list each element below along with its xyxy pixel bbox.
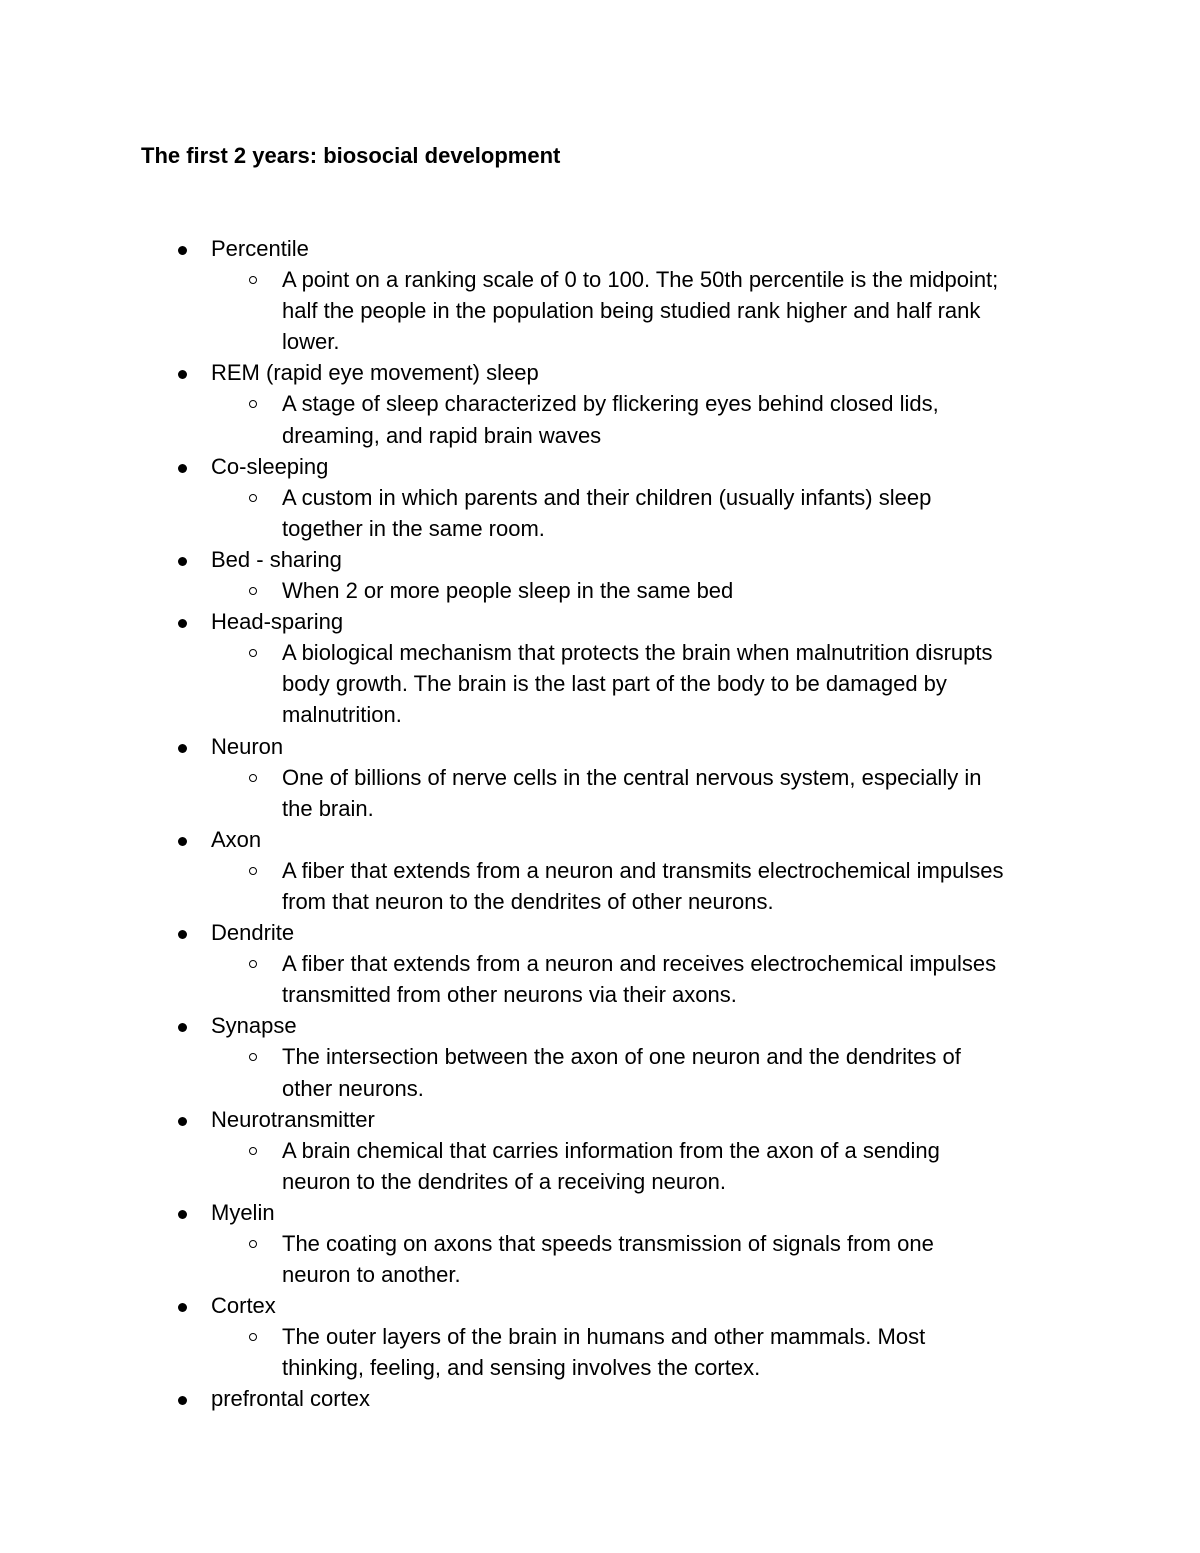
definition-line: neuron to another. (282, 1262, 461, 1288)
term-label: Myelin (211, 1199, 275, 1225)
filled-bullet-icon (178, 837, 187, 846)
glossary-item (0, 917, 1200, 1010)
hollow-bullet-icon (249, 774, 257, 782)
definition-line: A brain chemical that carries information from the axon of a sending (282, 1137, 940, 1163)
definition (0, 1135, 1200, 1197)
definition (0, 637, 1200, 730)
definition (0, 482, 1200, 544)
term-row (0, 357, 1200, 388)
term-row (0, 451, 1200, 482)
term-row (0, 824, 1200, 855)
definition-line: The intersection between the axon of one neuron and the dendrites of (282, 1044, 961, 1070)
definition (0, 855, 1200, 917)
hollow-bullet-icon (249, 867, 257, 875)
term-row (0, 1383, 1200, 1414)
filled-bullet-icon (178, 1396, 187, 1405)
definition (0, 388, 1200, 450)
definition-line: A biological mechanism that protects the brain when malnutrition disrupts (282, 640, 993, 666)
glossary-item (0, 731, 1200, 824)
definition-line: body growth. The brain is the last part of the body to be damaged by (282, 671, 947, 697)
definition-line: transmitted from other neurons via their axons. (282, 982, 737, 1008)
filled-bullet-icon (178, 930, 187, 939)
hollow-bullet-icon (249, 1147, 257, 1155)
definition (0, 1321, 1200, 1383)
hollow-bullet-icon (249, 400, 257, 408)
hollow-bullet-icon (249, 1333, 257, 1341)
definition-line: The outer layers of the brain in humans and other mammals. Most (282, 1324, 926, 1350)
term-row (0, 1290, 1200, 1321)
definition-line: from that neuron to the dendrites of other neurons. (282, 888, 774, 914)
definition-line: half the people in the population being studied rank higher and half rank (282, 298, 981, 324)
definition-line: together in the same room. (282, 515, 545, 541)
term-row (0, 917, 1200, 948)
term-row (0, 606, 1200, 637)
term-label: Dendrite (211, 920, 295, 946)
definition-line: When 2 or more people sleep in the same bed (282, 578, 734, 604)
definition-line: A custom in which parents and their children (usually infants) sleep (282, 484, 932, 510)
definition-line: lower. (282, 329, 340, 355)
definition-line: A fiber that extends from a neuron and receives electrochemical impulses (282, 951, 997, 977)
definition-line: the brain. (282, 795, 374, 821)
term-label: REM (rapid eye movement) sleep (211, 360, 539, 386)
definition-line: dreaming, and rapid brain waves (282, 422, 602, 448)
term-label: Percentile (211, 236, 309, 261)
term-row (0, 731, 1200, 762)
glossary-item (0, 1197, 1200, 1290)
term-label: Bed - sharing (211, 546, 342, 572)
glossary-item (0, 824, 1200, 917)
filled-bullet-icon (178, 1303, 187, 1312)
term-row (0, 544, 1200, 575)
filled-bullet-icon (178, 1023, 187, 1032)
hollow-bullet-icon (249, 649, 257, 657)
document-title: The first 2 years: biosocial development (141, 143, 561, 168)
term-label: Head-sparing (211, 609, 344, 635)
glossary-item (0, 544, 1200, 606)
term-row (0, 1197, 1200, 1228)
glossary-item (0, 1104, 1200, 1197)
filled-bullet-icon (178, 246, 187, 255)
term-label: Neurotransmitter (211, 1106, 375, 1132)
hollow-bullet-icon (249, 494, 257, 502)
filled-bullet-icon (178, 619, 187, 628)
definition-line: thinking, feeling, and sensing involves the cortex. (282, 1355, 761, 1381)
filled-bullet-icon (178, 1210, 187, 1219)
hollow-bullet-icon (249, 1053, 257, 1061)
hollow-bullet-icon (249, 1240, 257, 1248)
glossary-item (0, 1383, 1200, 1414)
hollow-bullet-icon (249, 587, 257, 595)
filled-bullet-icon (178, 370, 187, 379)
definition-line: A stage of sleep characterized by flickering eyes behind closed lids, (282, 391, 939, 417)
glossary-item (0, 357, 1200, 450)
definition-line: One of billions of nerve cells in the central nervous system, especially in (282, 764, 982, 790)
filled-bullet-icon (178, 557, 187, 566)
term-label: Neuron (211, 733, 284, 759)
glossary-item (0, 451, 1200, 544)
definition-line: A point on a ranking scale of 0 to 100. The 50th percentile is the midpoint; (282, 267, 999, 293)
glossary-item (0, 233, 1200, 357)
filled-bullet-icon (178, 1117, 187, 1126)
term-label: prefrontal cortex (211, 1386, 370, 1412)
hollow-bullet-icon (249, 276, 257, 284)
term-label: Axon (211, 826, 262, 852)
definition (0, 1228, 1200, 1290)
term-label: Synapse (211, 1013, 297, 1039)
hollow-bullet-icon (249, 960, 257, 968)
definition (0, 264, 1200, 357)
definition (0, 948, 1200, 1010)
filled-bullet-icon (178, 744, 187, 753)
term-label: Cortex (211, 1293, 276, 1319)
definition-line: malnutrition. (282, 702, 402, 728)
glossary-list (0, 233, 1200, 1415)
definition-line: other neurons. (282, 1075, 424, 1101)
glossary-item (0, 1290, 1200, 1383)
glossary-item (0, 606, 1200, 730)
term-row (0, 1010, 1200, 1041)
term-row (0, 233, 1200, 264)
definition (0, 1041, 1200, 1103)
filled-bullet-icon (178, 464, 187, 473)
definition-line: The coating on axons that speeds transmission of signals from one (282, 1231, 934, 1256)
term-row (0, 1104, 1200, 1135)
definition-line: A fiber that extends from a neuron and transmits electrochemical impulses (282, 857, 1004, 883)
term-label: Co-sleeping (211, 453, 329, 479)
glossary-item (0, 1010, 1200, 1103)
definition (0, 575, 1200, 606)
definition (0, 762, 1200, 824)
definition-line: neuron to the dendrites of a receiving neuron. (282, 1168, 726, 1194)
